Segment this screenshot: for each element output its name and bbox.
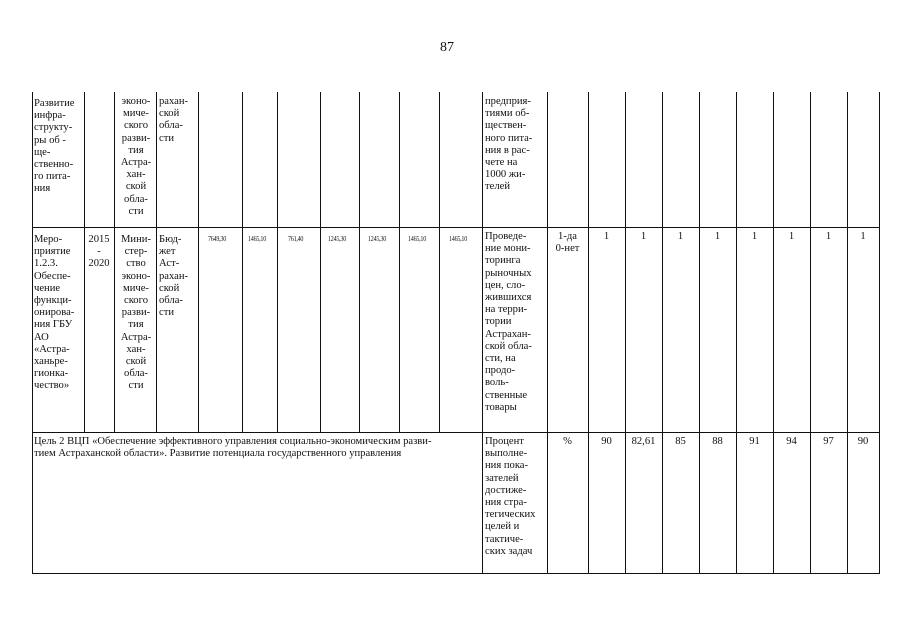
column-divider: [736, 92, 737, 574]
row2-value-base: 1: [603, 231, 610, 242]
row2-measure-name: Меро- приятие 1.2.3. Обеспе- чение функци- онирова- ния ГБУ АО «Астра- ханьре- гионка- чество»: [34, 234, 75, 392]
row3-value-2018: 91: [749, 436, 760, 447]
column-divider: [810, 92, 811, 574]
row2-finance-2018: 1245,30: [368, 234, 386, 243]
row2-value-2015: 1: [640, 231, 647, 242]
row1-executor: эконо- миче- ского разви- тия Астра- хан- ской обла- сти: [120, 96, 152, 217]
column-divider: [847, 92, 848, 574]
column-divider: [773, 92, 774, 574]
row2-value-2017: 1: [714, 231, 721, 242]
row2-indicator: Проведе- ние мони- торинга рыночных цен, сло- жившихся на терри- тории Астрахан- ской обла- сти, на продо- воль- ственные товары: [485, 231, 532, 413]
row3-value-2016: 85: [675, 436, 686, 447]
column-divider: [482, 92, 483, 574]
row1-funding-source: рахан- ской обла- сти: [159, 96, 189, 144]
column-divider: [277, 92, 278, 432]
column-divider: [439, 92, 440, 432]
row2-period: 2015 - 2020: [88, 234, 110, 270]
column-divider: [662, 92, 663, 574]
row-divider: [32, 227, 879, 228]
row3-indicator: Процент выполне- ния пока- зателей достиже- ния стра- тегических целей и тактиче- ских задач: [485, 436, 536, 557]
row-divider: [32, 432, 879, 433]
row2-value-2018: 1: [751, 231, 758, 242]
row3-value-2015: 82,61: [631, 436, 656, 447]
row1-measure-name: Развитие инфра- структу- ры об - ще- ственно- го пита- ния: [34, 98, 75, 195]
column-divider: [359, 92, 360, 432]
row2-finance-2016: 761,40: [288, 234, 304, 243]
row2-value-final: 1: [860, 231, 866, 242]
row2-executor: Мини- стер- ство эконо- миче- ского разви- тия Астра- хан- ской обла- сти: [120, 234, 152, 392]
row3-goal-text: Цель 2 ВЦП «Обеспечение эффективного управления социально-экономическим разви- тием Астраханской области». Развитие потенциала государственного управления: [34, 436, 432, 460]
document-table: [32, 92, 879, 574]
row2-finance-2020: 1465,10: [449, 234, 467, 243]
column-divider: [114, 92, 115, 432]
row2-value-2020: 1: [825, 231, 832, 242]
column-divider: [156, 92, 157, 432]
row2-finance-2019: 1465,10: [408, 234, 426, 243]
row2-finance-2015: 1465,10: [248, 234, 266, 243]
column-divider: [547, 92, 548, 574]
row3-value-final: 90: [857, 436, 869, 447]
column-divider: [879, 92, 880, 574]
row2-funding-source: Бюд- жет Аст- рахан- ской обла- сти: [159, 234, 189, 319]
column-divider: [320, 92, 321, 432]
row2-unit: 1-да 0-нет: [555, 231, 580, 255]
row2-value-2016: 1: [677, 231, 684, 242]
column-divider: [399, 92, 400, 432]
column-divider: [242, 92, 243, 432]
row1-indicator: предприя- тиями об- ществен- ного пита- ния в рас- чете на 1000 жи- телей: [485, 96, 533, 193]
row2-value-2019: 1: [788, 231, 795, 242]
table-bottom-border: [32, 573, 879, 574]
page-number: 87: [440, 40, 454, 55]
column-divider: [699, 92, 700, 574]
row3-unit: %: [563, 436, 572, 447]
column-divider: [625, 92, 626, 574]
column-divider: [588, 92, 589, 574]
row3-value-2019: 94: [786, 436, 797, 447]
column-divider: [32, 92, 33, 574]
row2-finance-total: 7649,30: [208, 234, 226, 243]
row3-value-base: 90: [601, 436, 612, 447]
row3-value-2020: 97: [823, 436, 834, 447]
row3-value-2017: 88: [712, 436, 723, 447]
row2-finance-2017: 1245,30: [328, 234, 346, 243]
